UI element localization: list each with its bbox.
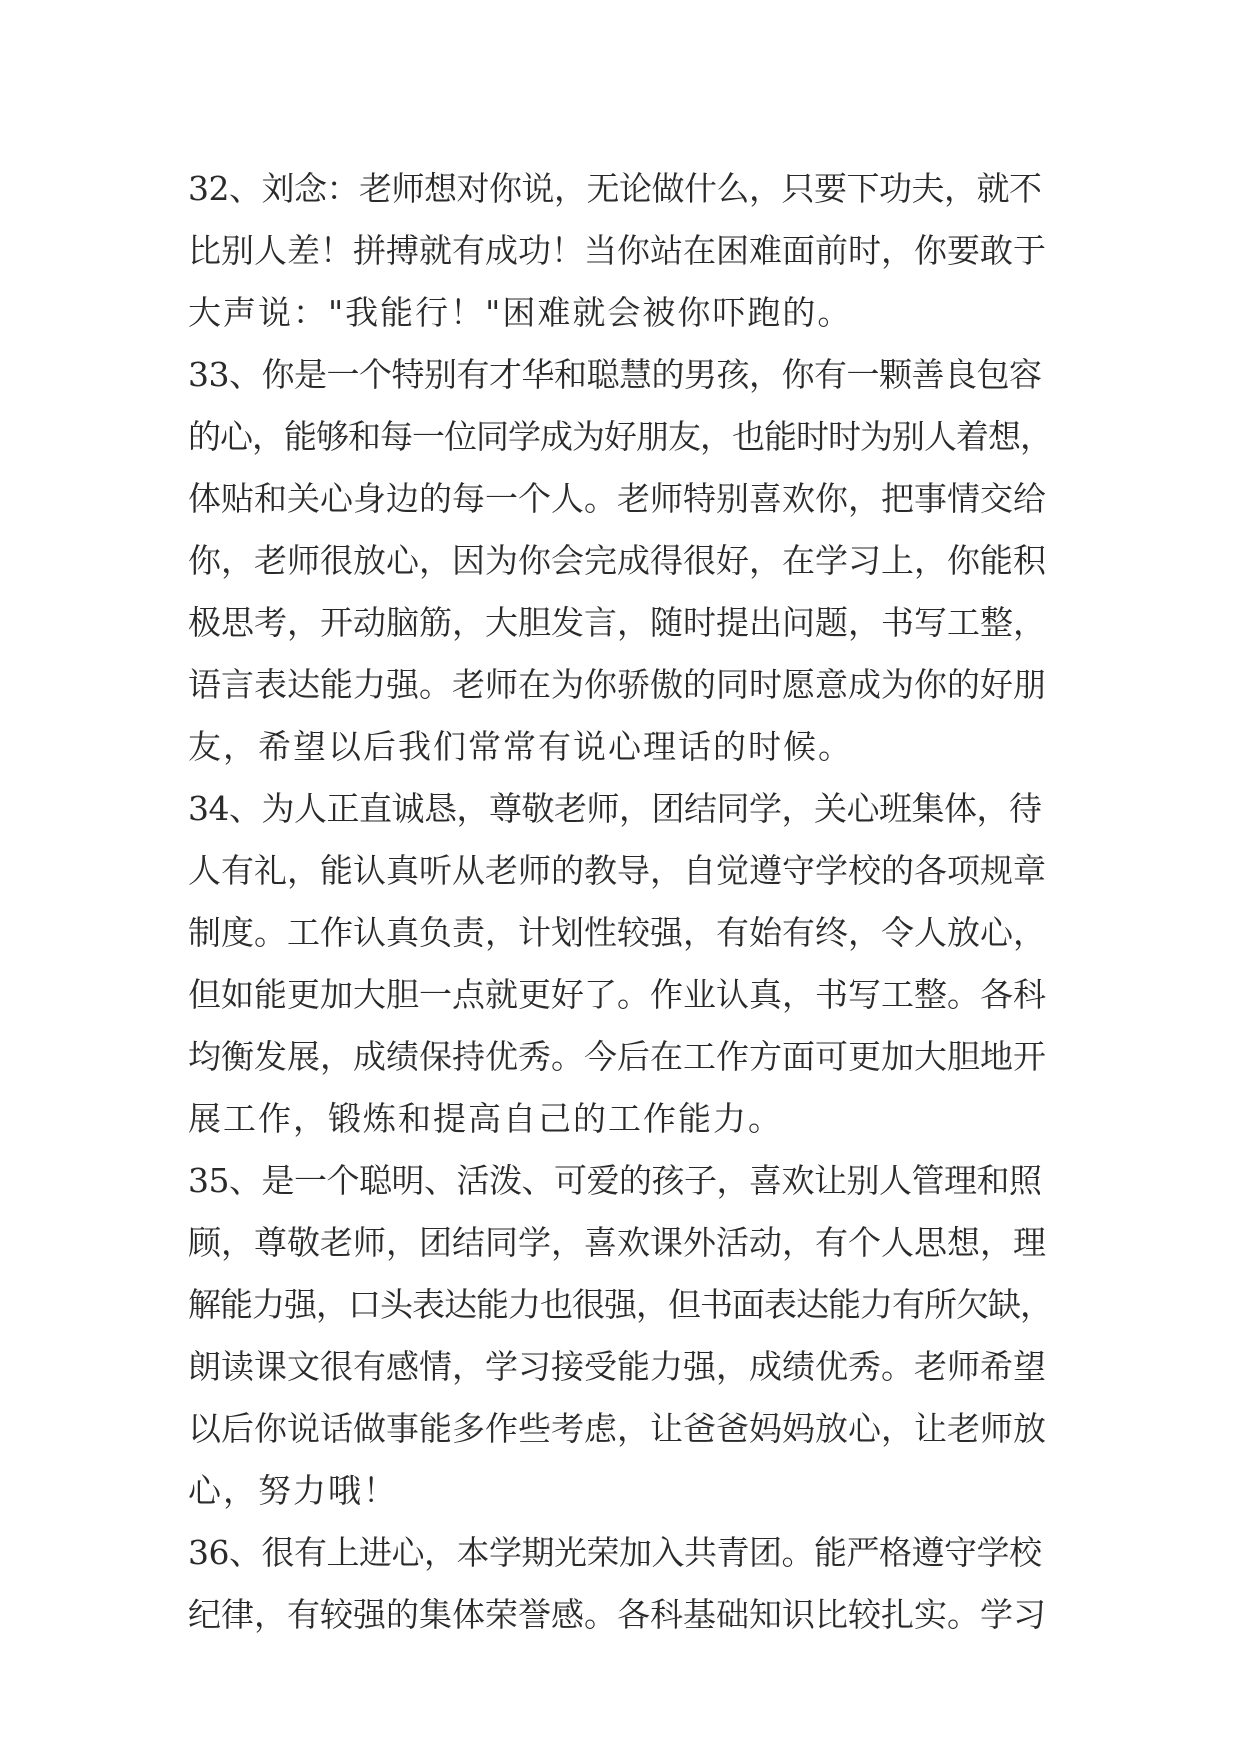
text-line: 的心，能够和每一位同学成为好朋友，也能时时为别人着想， xyxy=(188,417,1052,456)
text-line: 你，老师很放心，因为你会完成得很好，在学习上，你能积 xyxy=(188,541,1046,580)
text-line: 纪律，有较强的集体荣誉感。各科基础知识比较扎实。学习 xyxy=(188,1595,1046,1634)
text-line: 以后你说话做事能多作些考虑，让爸爸妈妈放心，让老师放 xyxy=(188,1409,1046,1448)
text-line: 大声说："我能行！"困难就会被你吓跑的。 xyxy=(188,293,853,332)
text-line: 制度。工作认真负责，计划性较强，有始有终，令人放心， xyxy=(188,913,1046,952)
text-line: 33、你是一个特别有才华和聪慧的男孩，你有一颗善良包容 xyxy=(188,355,1042,394)
text-line: 体贴和关心身边的每一个人。老师特别喜欢你，把事情交给 xyxy=(188,479,1046,518)
text-line: 36、很有上进心，本学期光荣加入共青团。能严格遵守学校 xyxy=(188,1533,1042,1572)
text-line: 极思考，开动脑筋，大胆发言，随时提出问题，书写工整， xyxy=(188,603,1046,642)
text-line: 展工作，锻炼和提高自己的工作能力。 xyxy=(188,1099,783,1138)
text-line: 比别人差！拼搏就有成功！当你站在困难面前时，你要敢于 xyxy=(188,231,1046,270)
text-line: 但如能更加大胆一点就更好了。作业认真，书写工整。各科 xyxy=(188,975,1046,1014)
text-line: 顾，尊敬老师，团结同学，喜欢课外活动，有个人思想，理 xyxy=(188,1223,1046,1262)
text-line: 朗读课文很有感情，学习接受能力强，成绩优秀。老师希望 xyxy=(188,1347,1046,1386)
text-line: 34、为人正直诚恳，尊敬老师，团结同学，关心班集体，待 xyxy=(188,789,1042,828)
text-line: 32、刘念：老师想对你说，无论做什么，只要下功夫，就不 xyxy=(188,169,1042,208)
document-body xyxy=(188,158,1054,1646)
text-line: 35、是一个聪明、活泼、可爱的孩子，喜欢让别人管理和照 xyxy=(188,1161,1042,1200)
text-line: 友，希望以后我们常常有说心理话的时候。 xyxy=(188,727,853,766)
text-line: 均衡发展，成绩保持优秀。今后在工作方面可更加大胆地开 xyxy=(188,1037,1046,1076)
text-line: 语言表达能力强。老师在为你骄傲的同时愿意成为你的好朋 xyxy=(188,665,1046,704)
text-line: 心，努力哦！ xyxy=(188,1471,398,1510)
text-line: 解能力强，口头表达能力也很强，但书面表达能力有所欠缺， xyxy=(188,1285,1052,1324)
text-line: 人有礼，能认真听从老师的教导，自觉遵守学校的各项规章 xyxy=(188,851,1046,890)
